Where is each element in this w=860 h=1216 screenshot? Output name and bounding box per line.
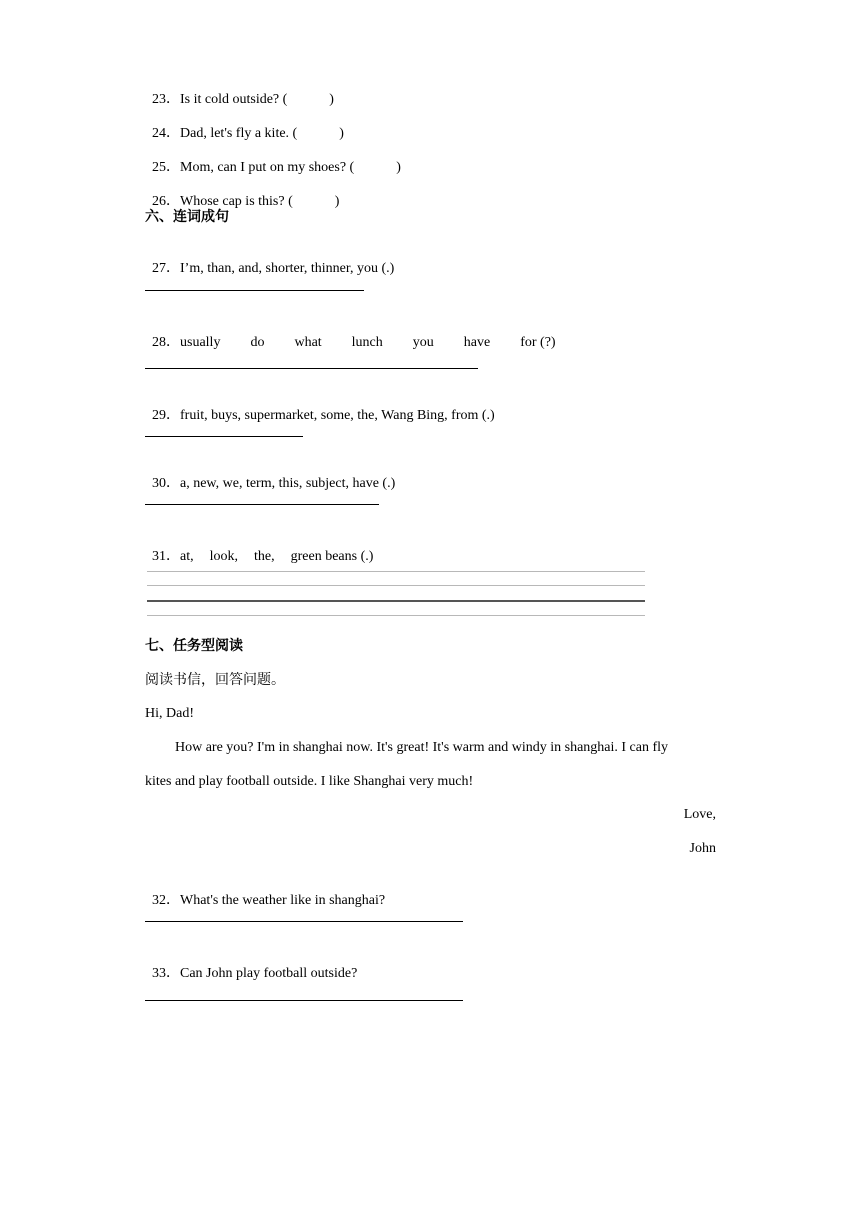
answer-line-29[interactable] xyxy=(145,436,303,437)
letter-body-line: kites and play football outside. I like Shanghai very much! xyxy=(145,774,474,789)
word: do xyxy=(250,335,265,350)
question-number: 32． xyxy=(152,893,180,908)
question-27 xyxy=(145,242,394,278)
question-26 xyxy=(145,175,339,211)
question-31 xyxy=(145,530,373,566)
instruction: 阅读书信，回答问题。 xyxy=(145,672,285,688)
question-text: I’m, than, and, shorter, thinner, you (.) xyxy=(180,261,395,276)
question-number: 26． xyxy=(152,194,180,209)
question-text: a, new, we, term, this, subject, have (.) xyxy=(180,476,396,491)
question-text: fruit, buys, supermarket, some, the, Wang Bing, from (.) xyxy=(180,408,495,423)
letter-signature: John xyxy=(689,841,716,856)
word: you xyxy=(412,335,434,350)
question-number: 29． xyxy=(152,408,180,423)
question-33 xyxy=(145,947,357,983)
question-25 xyxy=(145,141,401,177)
section-6-heading: 六、连词成句 xyxy=(145,209,229,225)
question-29 xyxy=(145,389,495,425)
answer-line-28[interactable] xyxy=(145,368,478,369)
writing-base-line[interactable] xyxy=(147,600,645,602)
writing-guide-line xyxy=(147,585,645,586)
word: at, xyxy=(180,549,194,564)
question-number: 28． xyxy=(152,335,180,350)
letter-body-line: How are you? I'm in shanghai now. It's great! It's warm and windy in shanghai. I can fly xyxy=(175,740,669,755)
writing-guide-line xyxy=(147,571,645,572)
word: for (?) xyxy=(520,335,556,350)
word: lunch xyxy=(351,335,383,350)
question-number: 33． xyxy=(152,966,180,981)
word: what xyxy=(294,335,322,350)
section-7-heading: 七、任务型阅读 xyxy=(145,638,243,654)
letter-closing: Love, xyxy=(683,807,716,822)
question-text: Can John play football outside? xyxy=(180,966,358,981)
question-24 xyxy=(145,107,344,143)
question-number: 25． xyxy=(152,160,180,175)
question-text: Whose cap is this? ( ) xyxy=(180,194,340,209)
question-text: Mom, can I put on my shoes? ( ) xyxy=(180,160,401,175)
question-number: 24． xyxy=(152,126,180,141)
word: green beans (.) xyxy=(290,549,374,564)
question-text: What's the weather like in shanghai? xyxy=(180,893,386,908)
writing-guide-line xyxy=(147,615,645,616)
question-text: Is it cold outside? ( ) xyxy=(180,92,334,107)
question-30 xyxy=(145,457,395,493)
answer-line-27[interactable] xyxy=(145,290,364,291)
question-number: 23． xyxy=(152,92,180,107)
question-number: 30． xyxy=(152,476,180,491)
answer-line-30[interactable] xyxy=(145,504,379,505)
word: have xyxy=(463,335,491,350)
word: look, xyxy=(209,549,238,564)
question-32 xyxy=(145,874,385,910)
question-text: Dad, let's fly a kite. ( ) xyxy=(180,126,344,141)
answer-line-33[interactable] xyxy=(145,1000,463,1001)
question-23 xyxy=(145,73,334,109)
word: usually xyxy=(180,335,221,350)
word: the, xyxy=(254,549,275,564)
answer-line-32[interactable] xyxy=(145,921,463,922)
question-28 xyxy=(145,316,556,352)
question-number: 27． xyxy=(152,261,180,276)
letter-greeting: Hi, Dad! xyxy=(145,706,194,721)
question-number: 31． xyxy=(152,549,180,564)
